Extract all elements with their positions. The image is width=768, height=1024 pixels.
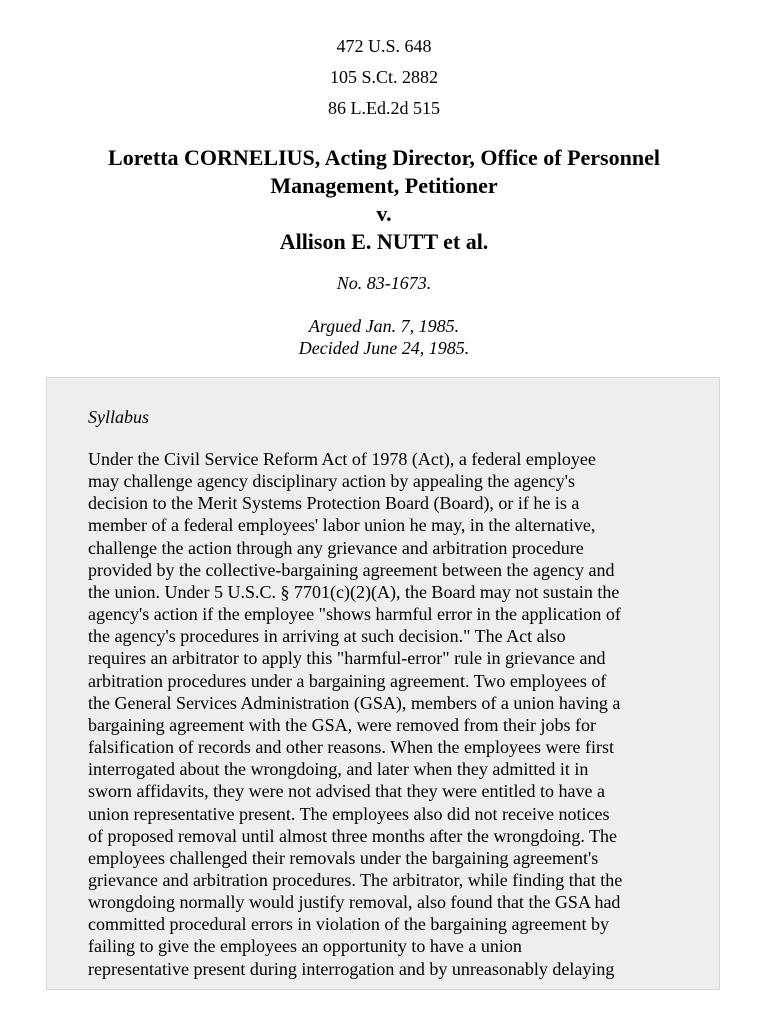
syllabus-line: grievance and arbitration procedures. The arbitrator, while finding that the: [88, 869, 623, 890]
syllabus-line: wrongdoing normally would justify removal, also found that the GSA had: [88, 892, 621, 913]
syllabus-line: may challenge agency disciplinary action by appealing the agency's: [88, 471, 576, 492]
decided-date: Decided June 24, 1985.: [298, 338, 470, 358]
syllabus-line: Under the Civil Service Reform Act of 1978 (Act), a federal employee: [88, 449, 596, 469]
syllabus-line: bargaining agreement with the GSA, were removed from their jobs for: [88, 714, 597, 735]
citation-us: 472 U.S. 648: [336, 36, 432, 56]
syllabus-line: interrogated about the wrongdoing, and later when they admitted it in: [88, 759, 589, 780]
title-line: Management, Petitioner: [270, 173, 498, 198]
syllabus-line: provided by the collective-bargaining agreement between the agency and: [88, 559, 615, 580]
syllabus-line: union representative present. The employees also did not receive notices: [88, 803, 610, 824]
syllabus-text: [88, 448, 688, 980]
docket-number: No. 83-1673.: [336, 273, 432, 293]
syllabus-line: arbitration procedures under a bargaining agreement. Two employees of: [88, 670, 607, 691]
citation-sct: 105 S.Ct. 2882: [329, 67, 439, 87]
citation-led: 86 L.Ed.2d 515: [328, 98, 440, 118]
syllabus-line: of proposed removal until almost three months after the wrongdoing. The: [88, 825, 618, 846]
case-title: [40, 144, 728, 256]
syllabus-heading: Syllabus: [88, 407, 149, 427]
case-dates: [0, 315, 768, 359]
title-line: Allison E. NUTT et al.: [279, 229, 489, 254]
syllabus-line: member of a federal employees' labor union he may, in the alternative,: [88, 515, 596, 536]
syllabus-line: representative present during interrogation and by unreasonably delaying: [88, 958, 615, 979]
syllabus-line: the General Services Administration (GSA), members of a union having a: [88, 692, 621, 713]
syllabus-line: employees challenged their removals under the bargaining agreement's: [88, 847, 599, 868]
syllabus-line: failing to give the employees an opportunity to have a union: [88, 936, 522, 957]
syllabus-line: sworn affidavits, they were not advised that they were entitled to have a: [88, 781, 605, 802]
syllabus-line: the agency's procedures in arriving at such decision." The Act also: [88, 626, 566, 647]
syllabus-line: agency's action if the employee "shows harmful error in the application of: [88, 604, 621, 625]
syllabus-line: falsification of records and other reasons. When the employees were first: [88, 737, 614, 758]
syllabus-line: decision to the Merit Systems Protection Board (Board), or if he is a: [88, 493, 580, 514]
syllabus-line: requires an arbitrator to apply this "harmful-error" rule in grievance and: [88, 648, 606, 669]
syllabus-line: committed procedural errors in violation of the bargaining agreement by: [88, 914, 609, 935]
title-line: Loretta CORNELIUS, Acting Director, Office of Personnel: [108, 145, 660, 170]
argued-date: Argued Jan. 7, 1985.: [308, 316, 460, 336]
syllabus-line: the union. Under 5 U.S.C. § 7701(c)(2)(A), the Board may not sustain the: [88, 581, 620, 602]
title-line: v.: [376, 201, 392, 226]
syllabus-box: [46, 377, 720, 990]
citation-block: [0, 34, 768, 127]
syllabus-line: challenge the action through any grievance and arbitration procedure: [88, 537, 584, 558]
